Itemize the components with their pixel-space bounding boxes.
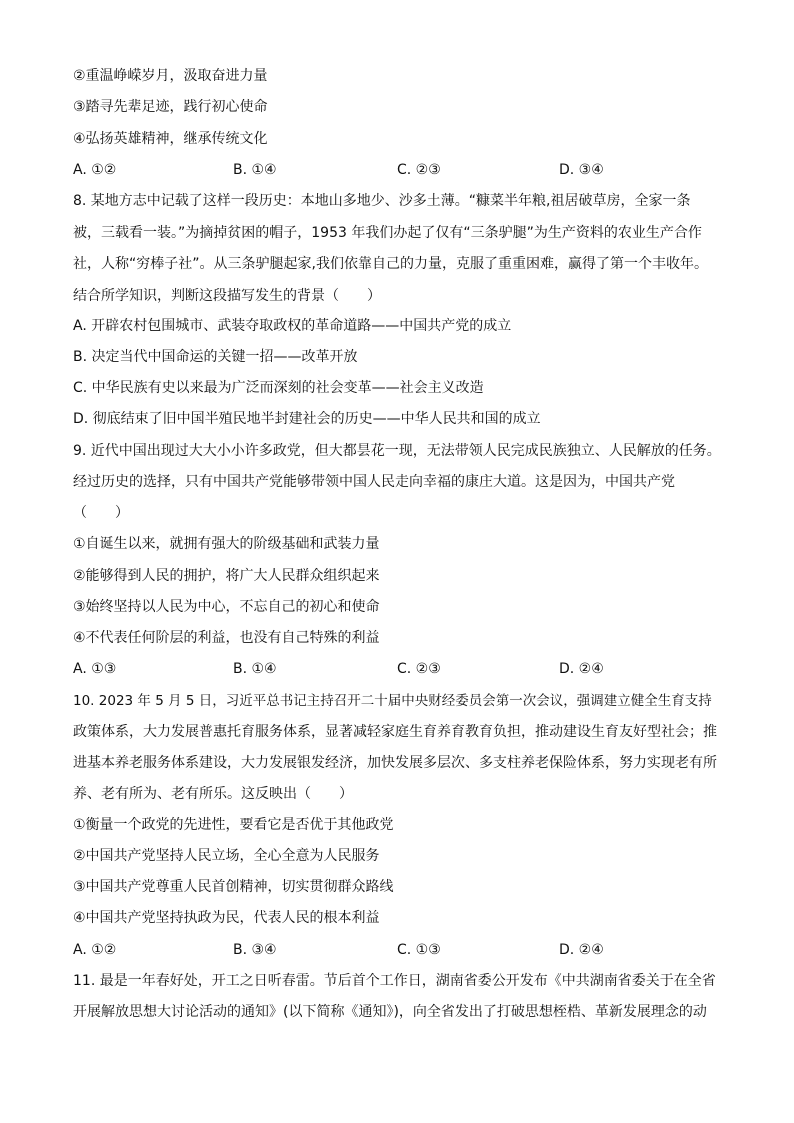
q10-option-c: C. ①③ [397, 942, 441, 958]
q8-option-b: B. 决定当代中国命运的关键一招——改革开放 [73, 349, 358, 365]
q8-option-d: D. 彻底结束了旧中国半殖民地半封建社会的历史——中华人民共和国的成立 [73, 411, 541, 427]
q9-option-c: C. ②③ [397, 661, 441, 677]
q9-stem-line-2: 经过历史的选择，只有中国共产党能够带领中国人民走向幸福的康庄大道。这是因为，中国共产党 [73, 474, 675, 490]
q8-option-c: C. 中华民族有史以来最为广泛而深刻的社会变革——社会主义改造 [73, 380, 484, 396]
q9-option-a: A. ①③ [73, 661, 117, 677]
q9-option-b: B. ①④ [233, 661, 277, 677]
q9-option-d: D. ②④ [559, 661, 604, 677]
q10-statement-2: ②中国共产党坚持人民立场，全心全意为人民服务 [73, 848, 380, 864]
q8-stem-line-4: 结合所学知识，判断这段描写发生的背景（ ） [73, 288, 381, 304]
q7-statement-2: ②重温峥嵘岁月，汲取奋进力量 [73, 68, 268, 84]
q9-statement-3: ③始终坚持以人民为中心，不忘自己的初心和使命 [73, 599, 380, 615]
q9-statement-1: ①自诞生以来，就拥有强大的阶级基础和武装力量 [73, 536, 380, 552]
q9-statement-2: ②能够得到人民的拥护，将广大人民群众组织起来 [73, 568, 380, 584]
q7-statement-3: ③踏寻先辈足迹，践行初心使命 [73, 99, 268, 115]
q9-options [73, 659, 733, 679]
q9-stem-line-1: 9. 近代中国出现过大大小小许多政党，但大都昙花一现，无法带领人民完成民族独立、人民解放的任务。 [73, 443, 721, 459]
q7-option-a: A. ①② [73, 162, 117, 178]
q10-option-a: A. ①② [73, 942, 117, 958]
q10-option-d: D. ②④ [559, 942, 604, 958]
q8-stem-line-1: 8. 某地方志中记载了这样一段历史：本地山多地少、沙多土薄。“糠菜半年粮,祖居破草房，全家一条 [73, 193, 691, 209]
q7-option-c: C. ②③ [397, 162, 441, 178]
q11-stem-line-2: 开展解放思想大讨论活动的通知》(以下简称《通知》)，向全省发出了打破思想桎梏、革新发展理念的动 [73, 1004, 707, 1020]
q9-stem-line-3: （ ） [73, 505, 129, 521]
q8-stem-line-3: 社，人称“穷棒子社”。从三条驴腿起家,我们依靠自己的力量，克服了重重困难，赢得了第一个丰收年。 [73, 256, 708, 272]
q10-stem-line-3: 进基本养老服务体系建设，大力发展银发经济，加快发展多层次、多支柱养老保险体系，努力实现老有所 [73, 755, 717, 771]
q10-statement-4: ④中国共产党坚持执政为民，代表人民的根本利益 [73, 910, 380, 926]
q11-stem-line-1: 11. 最是一年春好处，开工之日听春雷。节后首个工作日，湖南省委公开发布《中共湖南省委关于在全省 [73, 973, 716, 989]
q10-stem-line-1: 10. 2023 年 5 月 5 日，习近平总书记主持召开二十届中央财经委员会第一次会议，强调建立健全生育支持 [73, 693, 712, 709]
q7-option-b: B. ①④ [233, 162, 277, 178]
q8-stem-line-2: 被，三载看一装。”为摘掉贫困的帽子，1953 年我们办起了仅有“三条驴腿”为生产资料的农业生产合作 [73, 225, 702, 241]
q7-options [73, 160, 733, 180]
q10-options [73, 940, 733, 960]
q10-statement-3: ③中国共产党尊重人民首创精神，切实贯彻群众路线 [73, 879, 394, 895]
q10-statement-1: ①衡量一个政党的先进性，要看它是否优于其他政党 [73, 817, 394, 833]
q7-statement-4: ④弘扬英雄精神，继承传统文化 [73, 131, 268, 147]
q9-statement-4: ④不代表任何阶层的利益，也没有自己特殊的利益 [73, 630, 380, 646]
q8-option-a: A. 开辟农村包围城市、武装夺取政权的革命道路——中国共产党的成立 [73, 318, 512, 334]
q7-option-d: D. ③④ [559, 162, 604, 178]
q10-stem-line-2: 政策体系，大力发展普惠托育服务体系，显著减轻家庭生育养育教育负担，推动建设生育友好型社会；推 [73, 724, 717, 740]
q10-stem-line-4: 养、老有所为、老有所乐。这反映出（ ） [73, 786, 353, 802]
q10-option-b: B. ③④ [233, 942, 277, 958]
